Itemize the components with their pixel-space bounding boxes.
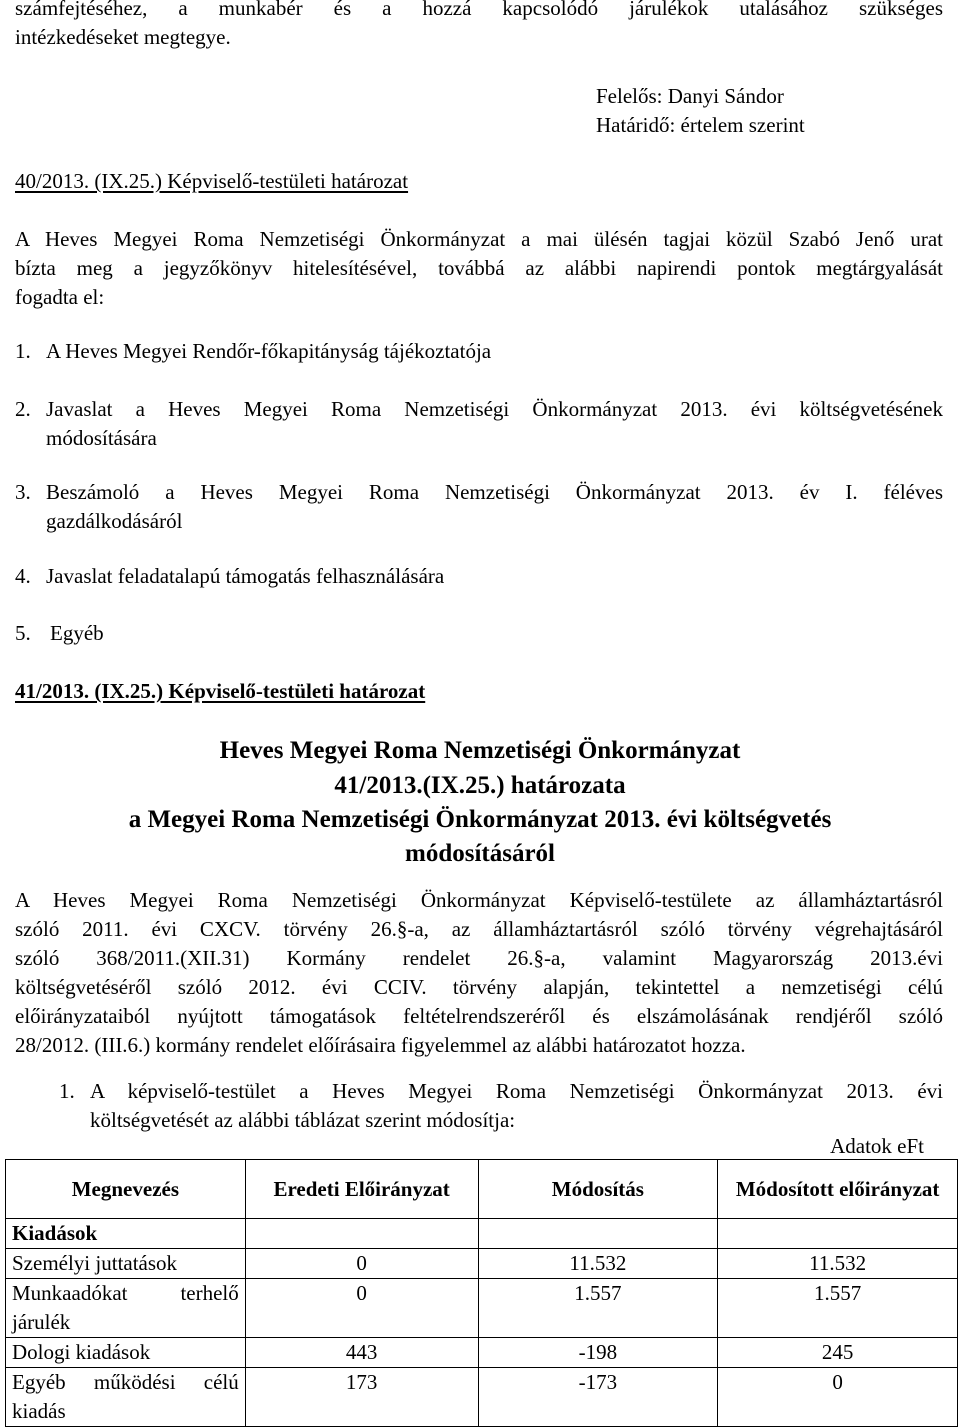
agenda-number: 1. — [15, 339, 31, 363]
original-value: 173 — [245, 1368, 478, 1427]
row-label: Egyéb működési célú kiadás — [6, 1368, 246, 1427]
agenda-item: Javaslat a Heves Megyei Roma Nemzetiségi Önkormányzat 2013. évi költségvetésének — [46, 397, 943, 421]
modified-value: 245 — [718, 1338, 958, 1368]
paragraph-line: számfejtéséhez, a munkabér és a hozzá kapcsolódó járulékok utalásához szükséges — [15, 0, 943, 20]
row-label: Munkaadókat terhelő járulék — [6, 1279, 246, 1338]
deadline: Határidő: értelem szerint — [596, 113, 805, 137]
table-header-row — [6, 1160, 958, 1219]
original-value: 443 — [245, 1338, 478, 1368]
paragraph-line: szóló 368/2011.(XII.31) Kormány rendelet 26.§-a, valamint Magyarország 2013.évi — [15, 946, 943, 970]
paragraph-line: előirányzataiból nyújtott támogatások feltételrendszeréről és elszámolásának rendjéről szóló — [15, 1004, 943, 1028]
paragraph-line: A Heves Megyei Roma Nemzetiségi Önkormányzat a mai ülésén tagjai közül Szabó Jenő urat — [15, 227, 943, 251]
empty-cell — [718, 1219, 958, 1249]
paragraph-line: intézkedéseket megtegye. — [15, 25, 231, 49]
resolution-title: Heves Megyei Roma Nemzetiségi Önkormányzat — [219, 737, 741, 764]
agenda-number: 4. — [15, 564, 31, 588]
column-header: Módosított előirányzat — [718, 1160, 958, 1219]
responsible-person: Felelős: Danyi Sándor — [596, 84, 784, 108]
budget-table — [5, 1159, 958, 1427]
modified-value: 0 — [718, 1368, 958, 1427]
paragraph-line: 28/2012. (III.6.) kormány rendelet előírásaira figyelemmel az alábbi határozatot hozza. — [15, 1033, 746, 1057]
resolution-title: 41/2013.(IX.25.) határozata — [334, 772, 626, 799]
modified-value: 1.557 — [718, 1279, 958, 1338]
agenda-item: Egyéb — [50, 621, 104, 645]
agenda-number: 3. — [15, 480, 31, 504]
original-value: 0 — [245, 1249, 478, 1279]
empty-cell — [478, 1219, 718, 1249]
table-row — [6, 1249, 958, 1279]
agenda-number: 5. — [15, 621, 31, 645]
table-row — [6, 1338, 958, 1368]
resolution-heading: 41/2013. (IX.25.) Képviselő-testületi határozat — [15, 679, 426, 703]
row-label: Dologi kiadások — [6, 1338, 246, 1368]
paragraph-line: fogadta el: — [15, 285, 105, 309]
paragraph-line: A Heves Megyei Roma Nemzetiségi Önkormányzat Képviselő-testülete az államháztartásról — [15, 888, 943, 912]
empty-cell — [245, 1219, 478, 1249]
modification-value: 1.557 — [478, 1279, 718, 1338]
modified-value: 11.532 — [718, 1249, 958, 1279]
point-number: 1. — [59, 1079, 75, 1103]
modification-value: -198 — [478, 1338, 718, 1368]
original-value: 0 — [245, 1279, 478, 1338]
point-text: költségvetését az alábbi táblázat szerint módosítja: — [90, 1108, 516, 1132]
point-text: A képviselő-testület a Heves Megyei Roma Nemzetiségi Önkormányzat 2013. évi — [90, 1079, 943, 1103]
resolution-heading: 40/2013. (IX.25.) Képviselő-testületi határozat — [15, 169, 409, 193]
table-row — [6, 1368, 958, 1427]
modification-value: -173 — [478, 1368, 718, 1427]
agenda-number: 2. — [15, 397, 31, 421]
paragraph-line: költségvetéséről szóló 2012. évi CCIV. törvény alapján, tekintettel a nemzetiségi célú — [15, 975, 943, 999]
column-header: Módosítás — [478, 1160, 718, 1219]
row-label: Személyi juttatások — [6, 1249, 246, 1279]
paragraph-line: szóló 2011. évi CXCV. törvény 26.§-a, az államháztartásról szóló törvény végrehajtásáról — [15, 917, 943, 941]
agenda-item-cont: gazdálkodásáról — [46, 509, 183, 533]
paragraph-line: bízta meg a jegyzőkönyv hitelesítésével, továbbá az alábbi napirendi pontok megtárgyalását — [15, 256, 943, 280]
agenda-item: Javaslat feladatalapú támogatás felhasználására — [46, 564, 445, 588]
unit-note: Adatok eFt — [830, 1134, 924, 1158]
section-label: Kiadások — [6, 1219, 246, 1249]
agenda-item-cont: módosítására — [46, 426, 157, 450]
column-header: Eredeti Előirányzat — [245, 1160, 478, 1219]
agenda-item: A Heves Megyei Rendőr-főkapitányság tájékoztatója — [46, 339, 492, 363]
table-section-row — [6, 1219, 958, 1249]
column-header: Megnevezés — [6, 1160, 246, 1219]
table-row — [6, 1279, 958, 1338]
modification-value: 11.532 — [478, 1249, 718, 1279]
agenda-item: Beszámoló a Heves Megyei Roma Nemzetiségi Önkormányzat 2013. év I. féléves — [46, 480, 943, 504]
resolution-title: a Megyei Roma Nemzetiségi Önkormányzat 2013. évi költségvetés — [128, 806, 832, 833]
resolution-title: módosításáról — [405, 840, 555, 867]
